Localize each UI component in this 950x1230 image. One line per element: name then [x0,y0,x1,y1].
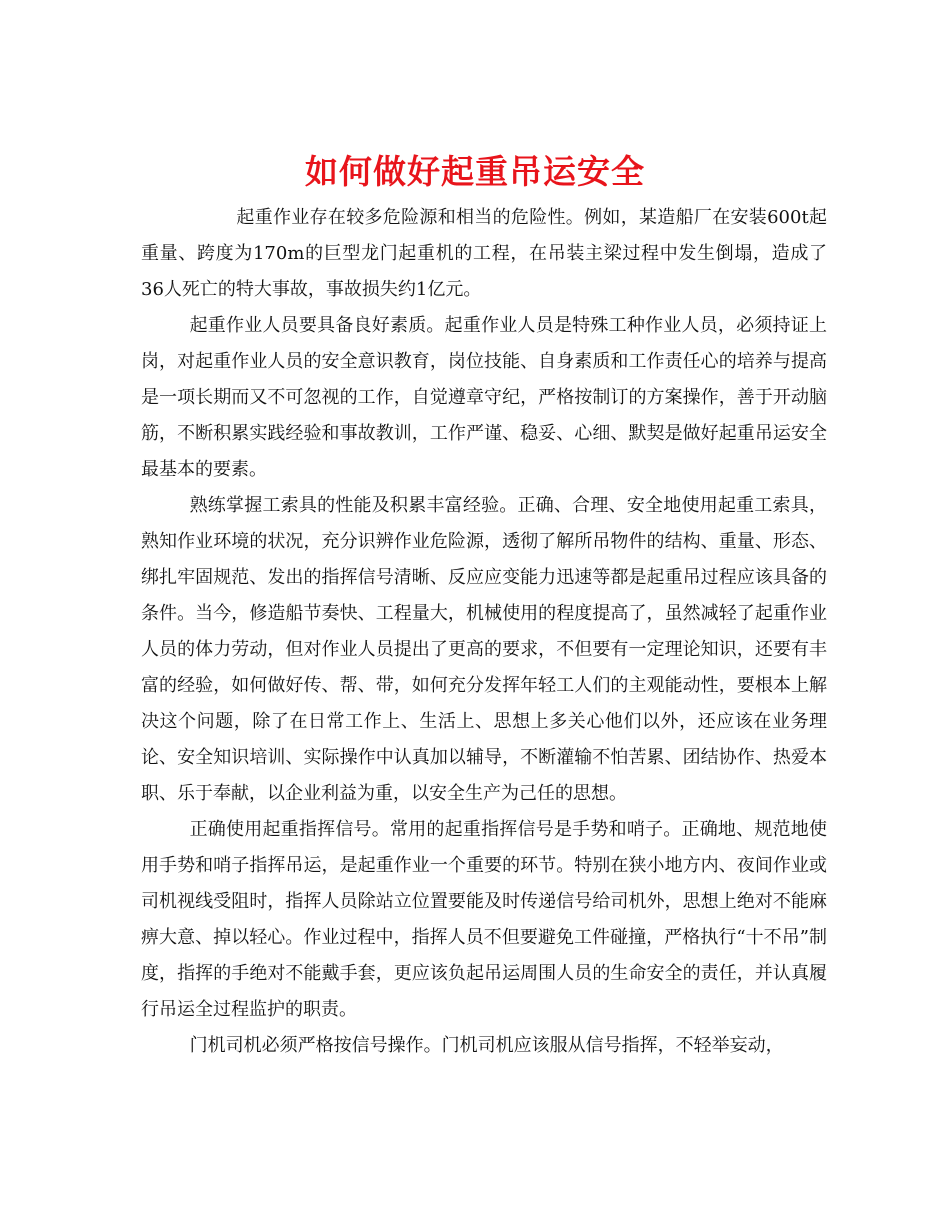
paragraph-intro: 起重作业存在较多危险源和相当的危险性。例如，某造船厂在安装600t起重量、跨度为170m的巨型龙门起重机的工程，在吊装主梁过程中发生倒塌，造成了36人死亡的特大事故，事故损失约1亿元。 [141,207,827,300]
document-body [141,200,827,1064]
paragraph-rigging-experience: 熟练掌握工索具的性能及积累丰富经验。正确、合理、安全地使用起重工索具，熟知作业环境的状况，充分识辨作业危险源，透彻了解所吊物件的结构、重量、形态、绑扎牢固规范、发出的指挥信号清晰、反应应变能力迅速等都是起重吊过程应该具备的条件。当今，修造船节奏快、工程量大，机械使用的程度提高了，虽然减轻了起重作业人员的体力劳动，但对作业人员提出了更高的要求，不但要有一定理论知识，还要有丰富的经验，如何做好传、帮、带，如何充分发挥年轻工人们的主观能动性，要根本上解决这个问题，除了在日常工作上、生活上、思想上多关心他们以外，还应该在业务理论、安全知识培训、实际操作中认真加以辅导，不断灌输不怕苦累、团结协作、热爱本职、乐于奉献，以企业利益为重，以安全生产为己任的思想。 [141,495,827,804]
document-title: 如何做好起重吊运安全 [305,152,645,192]
paragraph-signal-usage: 正确使用起重指挥信号。常用的起重指挥信号是手势和哨子。正确地、规范地使用手势和哨子指挥吊运，是起重作业一个重要的环节。特别在狭小地方内、夜间作业或司机视线受阻时，指挥人员除站立位置要能及时传递信号给司机外，思想上绝对不能麻痹大意、掉以轻心。作业过程中，指挥人员不但要避免工件碰撞，严格执行“十不吊”制度，指挥的手绝对不能戴手套，更应该负起吊运周围人员的生命安全的责任，并认真履行吊运全过程监护的职责。 [141,819,827,1020]
paragraph-personnel-quality: 起重作业人员要具备良好素质。起重作业人员是特殊工种作业人员，必须持证上岗，对起重作业人员的安全意识教育，岗位技能、自身素质和工作责任心的培养与提高是一项长期而又不可忽视的工作，自觉遵章守纪，严格按制订的方案操作，善于开动脑筋，不断积累实践经验和事故教训，工作严谨、稳妥、心细、默契是做好起重吊运安全最基本的要素。 [141,315,827,480]
paragraph-crane-operator: 门机司机必须严格按信号操作。门机司机应该服从信号指挥，不轻举妄动， [189,1035,784,1056]
